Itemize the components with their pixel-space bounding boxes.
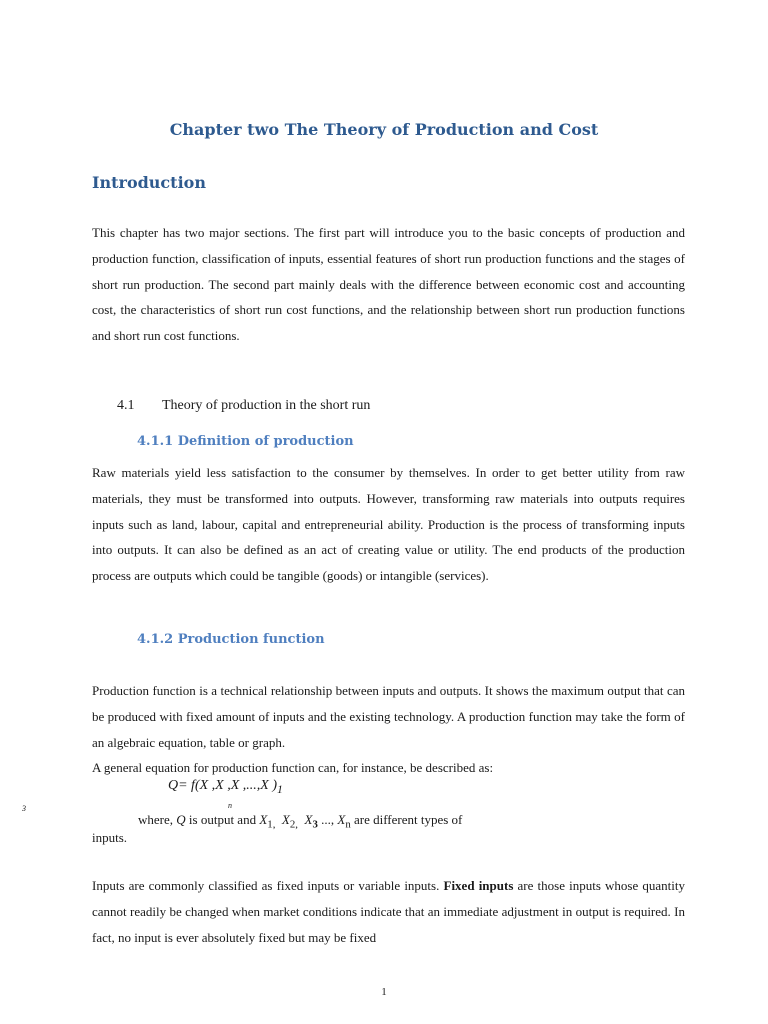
variable-x2: X xyxy=(281,812,290,827)
production-function-block xyxy=(92,678,685,781)
introduction-heading: Introduction xyxy=(92,173,206,192)
chapter-title: Chapter two The Theory of Production and Cost xyxy=(169,120,599,139)
section-title: Theory of production in the short run xyxy=(162,398,371,413)
inputs-paragraph: Inputs are commonly classified as fixed inputs or variable inputs. Fixed inputs are those inputs whose quantity cannot readily be changed when market conditions indicate that an immediate adjustment in output is required. In fact, no input is ever absolutely fixed but may be fixed xyxy=(92,878,685,945)
where-explanation: where, Q is output and $X_{1,}$ $X_{2,}$ $X_3$ ..., $X_n$ are different types of xyxy=(138,812,463,831)
variable-xn: X xyxy=(337,812,346,827)
introduction-paragraph: This chapter has two major sections. The first part will introduce you to the basic concepts of production and production function, classification of inputs, essential features of short run production functions and the stages of short run production. The second part mainly deals with the difference between economic cost and accounting cost, the characteristics of short run cost functions, and the relationship between short run production functions and short run cost functions. xyxy=(92,225,685,344)
definition-paragraph: Raw materials yield less satisfaction to the consumer by themselves. In order to get better utility from raw materials, they must be transformed into outputs. However, transforming raw materials into outputs requires inputs such as land, labour, capital and entrepreneurial ability. Production is the process of transforming inputs into outputs. It can also be defined as an act of creating value or utility. The end products of the production process are outputs which could be tangible (goods) or intangible (services). xyxy=(92,465,685,584)
section-number: 4.1 xyxy=(117,398,135,413)
variable-q: Q xyxy=(176,812,186,827)
variable-x3: X xyxy=(304,812,313,827)
stray-subscript-n: n xyxy=(228,801,232,810)
variable-x1: X xyxy=(259,812,268,827)
production-equation: Q= f(X ,X ,X ,...,X )$_1$ xyxy=(168,778,283,796)
equation-subscript: 1 xyxy=(276,782,283,796)
production-function-heading: 4.1.2 Production function xyxy=(137,632,325,647)
general-equation-intro: A general equation for production function can, for instance, be described as: xyxy=(92,760,494,776)
production-function-paragraph: Production function is a technical relationship between inputs and outputs. It shows the maximum output that can be produced with fixed amount of inputs and the existing technology. A production function may take the form of an algebraic equation, table or graph. xyxy=(92,683,685,750)
page-number: 1 xyxy=(381,986,387,998)
inputs-word: inputs. xyxy=(92,830,128,845)
stray-subscript-3: 3 xyxy=(22,804,26,813)
fixed-inputs-term: Fixed inputs xyxy=(443,878,514,893)
definition-of-production-heading: 4.1.1 Definition of production xyxy=(137,434,354,449)
